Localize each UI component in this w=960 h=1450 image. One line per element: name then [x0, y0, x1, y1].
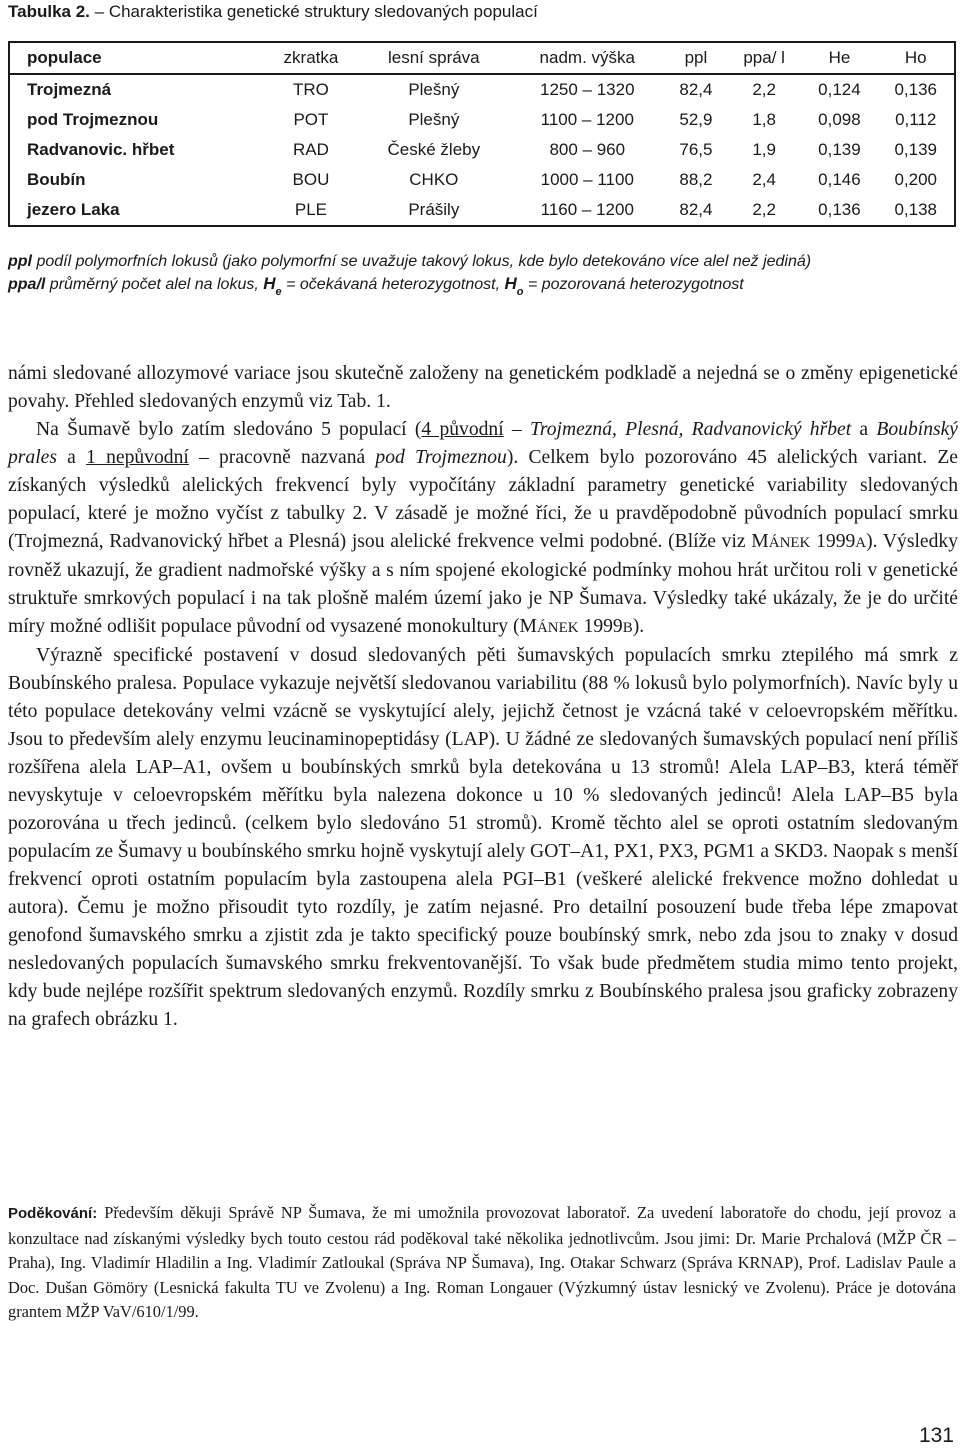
note-ppl-term: ppl — [8, 253, 32, 270]
cell-ho: 0,138 — [894, 200, 937, 219]
table-caption — [8, 2, 538, 22]
p2-italic-boubin: Boubínský prales — [8, 419, 959, 468]
p2-seg-k: ). — [632, 616, 645, 637]
cell-nadm-vyska: 1160 – 1200 — [540, 200, 634, 219]
note-he-base: H — [263, 274, 276, 293]
p2-cite-initial-2: M — [519, 616, 537, 637]
header-zkratka: zkratka — [264, 42, 358, 74]
note-ho-sub: o — [516, 286, 524, 298]
table-caption-text: Charakteristika genetické struktury sledovaných populací — [108, 2, 538, 21]
paragraph-3: Výrazně specifické postavení v dosud sledovaných pěti šumavských populacích smrku ztepilého má smrk z Boubínského pralesa. Populace vykazuje největší sledovanou variabilitu (88 % lokusů bylo polymorfních). Navíc byly u této populace detekovány velmi vzácně se vyskytující alely, jejichž četnost je vzácná také v celoevropském měřítku. Jsou to především alely enzymu leucinaminopeptidásy (LAP). U žádné ze sledovaných šumavských populací není příliš rozšířena alela LAP–A1, ovšem u boubínských smrků byla detekována u 13 stromů! Alela LAP–B3, která téměř nevyskytuje v celoevropském měřítku byla nalezena dokonce u 10 % sledovaných jedinců! Alela LAP–B5 byla pozorována u třech jedinců. (celkem bylo sledováno 51 stromů). Kromě těchto alel se oproti ostatním sledovaným populacím ze Šumavy u boubínského smrku hojně vyskytují alely GOT–A1, PX1, PX3, PGM1 a SKD3. Naopak s menší frekvencí oproti ostatním populacím byla zastoupena alela PGI–B1 (veškeré alelické frekvence možno dohledat u autora). Čemu je možno přisoudit tyto rozdíly, je zatím nejasné. Pro detailní posouzení bude třeba lépe zmapovat genofond šumavského smrku a zjistit zda je takto specifický pouze boubínský smrk, nebo zda jsou to znaky v dosud nesledovaných populacích šumavského smrku frekventovanější. To však bude předmětem studia mimo tento projekt, kdy bude nejlépe rozšířit spektrum sledovaných enzymů. Rozdíly smrku z Boubínského pralesa jsou graficky zobrazeny na grafech obrázku 1. — [8, 645, 958, 1030]
ack-text: Především děkuji Správě NP Šumava, že mi umožnila provozovat laboratoř. Za uvedení laboratoře do chodu, její provoz a konzultace nad získanými výsledky bych touto cestou rád poděkoval také několika jednotlivcům. Jsou jimi: Dr. Marie Prchalová (MŽP ČR – Praha), Ing. Vladimír Hladilin a Ing. Vladimír Zatloukal (Správa NP Šumava), Ing. Otakar Schwarz (Správa KRNAP), Prof. Ladislav Paule a Doc. Dušan Gömöry (Lesnická fakulta TU ve Zvolenu) a Ing. Roman Longauer (Výzkumný ústav lesnický ve Zvolenu). Práce je dotována grantem MŽP VaV/610/1/99. — [8, 1203, 956, 1322]
note-ppa-he-ho — [8, 273, 948, 303]
p2-underline-native: 4 původní — [421, 419, 504, 440]
cell-he: 0,139 — [818, 140, 861, 159]
cell-zkratka: POT — [293, 110, 329, 129]
p2-cite-smallcaps-2: ÁNEK — [536, 620, 579, 636]
p2-seg-b: – — [503, 419, 530, 440]
cell-populace: pod Trojmeznou — [27, 110, 159, 129]
note-ppl-text: podíl polymorfních lokusů (jako polymorfní se uvažuje takový lokus, kde bylo detekováno více alel než jediná) — [36, 253, 812, 270]
table-row — [9, 135, 955, 165]
note-he-sub: e — [275, 286, 282, 298]
cell-nadm-vyska: 1100 – 1200 — [540, 110, 634, 129]
cell-lesni-sprava: Plešný — [408, 80, 460, 99]
note-ppl — [8, 251, 948, 273]
cell-zkratka: RAD — [293, 140, 329, 159]
p2-italic-populations: Trojmezná, Plesná, Radvanovický hřbet — [530, 419, 852, 440]
cell-ppl: 82,4 — [679, 80, 713, 99]
p2-italic-pod-trojmeznou: pod Trojmeznou — [375, 447, 507, 468]
p2-seg-a: Na Šumavě bylo zatím sledováno 5 populací ( — [36, 419, 422, 440]
cell-zkratka: TRO — [293, 80, 329, 99]
table-header-row — [9, 42, 955, 74]
cell-zkratka: BOU — [292, 170, 330, 189]
p2-cite-initial-1: M — [751, 531, 769, 552]
cell-ppa-l: 2,4 — [752, 170, 776, 189]
note-he-symbol — [263, 274, 282, 298]
p2-seg-e: – pracovně nazvaná — [188, 447, 376, 468]
p2-seg-c: a — [851, 419, 877, 440]
note-ho-symbol — [504, 274, 524, 298]
cell-he: 0,098 — [818, 110, 861, 129]
cell-ppl: 88,2 — [679, 170, 713, 189]
note-ppa-term: ppa/l — [8, 276, 46, 293]
header-ppa-l: ppa/ l — [727, 42, 802, 74]
p2-underline-nonnative: 1 nepůvodní — [86, 447, 189, 468]
cell-ppa-l: 2,2 — [752, 200, 776, 219]
cell-ho: 0,200 — [894, 170, 937, 189]
acknowledgements — [8, 1201, 956, 1325]
header-nadm-vyska: nadm. výška — [509, 42, 665, 74]
cell-ho: 0,139 — [894, 140, 937, 159]
cell-populace: Radvanovic. hřbet — [27, 140, 175, 159]
cell-nadm-vyska: 1250 – 1320 — [539, 80, 635, 99]
body-text — [8, 360, 958, 1034]
header-ppl: ppl — [665, 42, 727, 74]
cell-populace: Boubín — [27, 170, 86, 189]
population-table — [8, 41, 956, 227]
p2-cite-smallcaps-1: ÁNEK — [768, 535, 811, 551]
table-notes — [8, 251, 948, 303]
p2-seg-d: a — [56, 447, 87, 468]
cell-ho: 0,136 — [894, 80, 937, 99]
p2-cite-suffix-b: B — [622, 620, 633, 636]
cell-zkratka: PLE — [294, 200, 328, 219]
header-populace: populace — [9, 42, 264, 74]
page-number: 131 — [918, 1424, 954, 1447]
cell-populace: Trojmezná — [27, 80, 112, 99]
cell-ppa-l: 2,2 — [752, 80, 776, 99]
cell-ppl: 52,9 — [679, 110, 713, 129]
cell-ppl: 82,4 — [679, 200, 713, 219]
cell-lesni-sprava: Prášily — [408, 200, 460, 219]
paragraph-1: námi sledované allozymové variace jsou skutečně založeny na genetickém podkladě a nejedná se o změny epigenetické povahy. Přehled sledovaných enzymů viz Tab. 1. — [8, 363, 958, 412]
cell-lesni-sprava: Plešný — [408, 110, 460, 129]
paragraph-2 — [8, 416, 958, 642]
cell-he: 0,136 — [818, 200, 861, 219]
note-ho-base: H — [504, 274, 517, 293]
note-ppa-text: průměrný počet alel na lokus, — [49, 276, 259, 293]
table-row — [9, 105, 955, 135]
p2-seg-f: ). Celkem bylo pozorováno 45 alelických variant. Ze získaných výsledků alelických frekvencí byly vypočítány základní parametry genetické variability sledovaných populací, které je možno vyčíst z tabulky 2. V zásadě je možné říci, že u pravděpodobně původních populací smrku (Trojmezná, Radvanovický hřbet a Plesná) jsou alelické frekvence velmi podobné. (Blíže viz — [8, 447, 959, 552]
cell-populace: jezero Laka — [27, 200, 120, 219]
caption-dash: – — [94, 2, 109, 21]
p2-cite-suffix-a: A — [855, 535, 867, 551]
cell-ppa-l: 1,9 — [752, 140, 776, 159]
cell-nadm-vyska: 1000 – 1100 — [540, 170, 634, 189]
cell-nadm-vyska: 800 – 960 — [549, 140, 626, 159]
p2-seg-j: 1999 — [578, 616, 623, 637]
p2-seg-g: 1999 — [810, 531, 856, 552]
cell-he: 0,146 — [818, 170, 861, 189]
cell-he: 0,124 — [818, 80, 861, 99]
table-row — [9, 74, 955, 105]
table-row — [9, 195, 955, 226]
ack-label: Poděkování: — [8, 1205, 98, 1222]
table-caption-label: Tabulka 2. — [8, 2, 90, 21]
table-row — [9, 165, 955, 195]
note-ho-text: = pozorovaná heterozygotnost — [527, 276, 744, 293]
cell-lesni-sprava: CHKO — [409, 170, 459, 189]
cell-ppl: 76,5 — [679, 140, 713, 159]
header-lesni-sprava: lesní správa — [358, 42, 509, 74]
note-he-text: = očekávaná heterozygotnost, — [286, 276, 501, 293]
header-he: He — [801, 42, 877, 74]
cell-ppa-l: 1,8 — [752, 110, 776, 129]
cell-ho: 0,112 — [895, 110, 937, 129]
cell-lesni-sprava: České žleby — [387, 140, 481, 159]
p2-seg-h: ). Výsledky rovněž ukazují, že gradient nadmořské výšky a s ním spojené ekologické podmínky mohou hrát určitou roli v genetické struktuře smrkových populací i na tak plošně malém území jako je NP Šumava. Výsledky také ukázaly, že je do určité míry možné odlišit populace původní od vysazené monokultury ( — [8, 531, 959, 637]
header-ho: Ho — [877, 42, 955, 74]
